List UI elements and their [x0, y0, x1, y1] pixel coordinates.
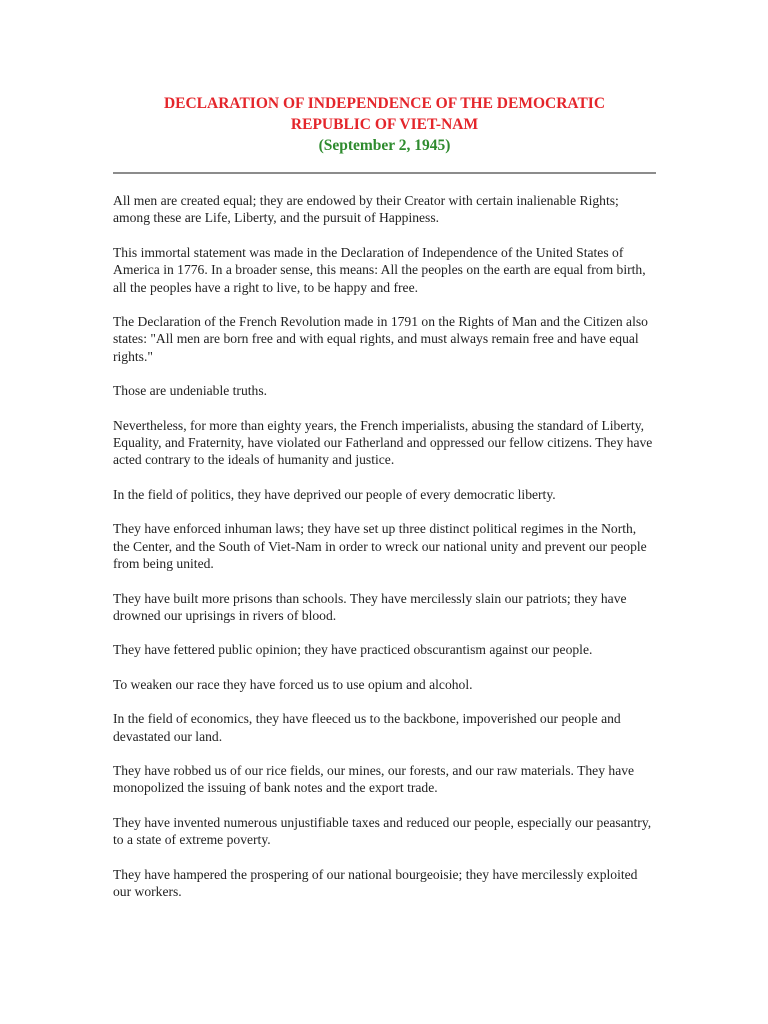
- document-title-line-2: REPUBLIC OF VIET-NAM: [290, 116, 479, 133]
- paragraph: This immortal statement was made in the Declaration of Independence of the United States of America in 1776. In a broader sense, this means: All the peoples on the earth are equal from birth, all the peoples have a right to live, to be happy and free.: [113, 244, 646, 295]
- paragraph: The Declaration of the French Revolution made in 1791 on the Rights of Man and the Citizen also states: "All men are born free and with equal rights, and must always remain free and have equal rights.": [113, 314, 648, 364]
- horizontal-divider: [113, 172, 656, 174]
- document-date: (September 2, 1945): [318, 137, 451, 154]
- paragraph: They have fettered public opinion; they have practiced obscurantism against our people.: [113, 642, 593, 658]
- paragraph: They have invented numerous unjustifiable taxes and reduced our people, especially our peasantry, to a state of extreme poverty.: [113, 814, 652, 848]
- paragraph: In the field of politics, they have deprived our people of every democratic liberty.: [113, 486, 556, 502]
- paragraph: They have enforced inhuman laws; they have set up three distinct political regimes in the North, the Center, and the South of Viet-Nam in order to wreck our national unity and prevent our people from being united.: [113, 521, 647, 572]
- paragraph: To weaken our race they have forced us to use opium and alcohol.: [113, 676, 473, 692]
- paragraph: Nevertheless, for more than eighty years, the French imperialists, abusing the standard of Liberty, Equality, and Fraternity, have violated our Fatherland and oppressed our fellow citizens. They have acted contrary to the ideals of humanity and justice.: [113, 417, 653, 468]
- paragraph: They have built more prisons than schools. They have mercilessly slain our patriots; they have drowned our uprisings in rivers of blood.: [113, 590, 627, 623]
- paragraph: In the field of economics, they have fleeced us to the backbone, impoverished our people and devastated our land.: [113, 711, 621, 744]
- document-title-line-1: DECLARATION OF INDEPENDENCE OF THE DEMOCRATIC: [163, 95, 606, 112]
- paragraph: All men are created equal; they are endowed by their Creator with certain inalienable Rights; among these are Life, Liberty, and the pursuit of Happiness.: [113, 193, 619, 226]
- document-page: [113, 93, 656, 917]
- paragraph: They have robbed us of our rice fields, our mines, our forests, and our raw materials. They have monopolized the issuing of bank notes and the export trade.: [113, 762, 635, 796]
- paragraph: Those are undeniable truths.: [113, 383, 268, 399]
- paragraph: They have hampered the prospering of our national bourgeoisie; they have mercilessly exploited our workers.: [113, 866, 638, 899]
